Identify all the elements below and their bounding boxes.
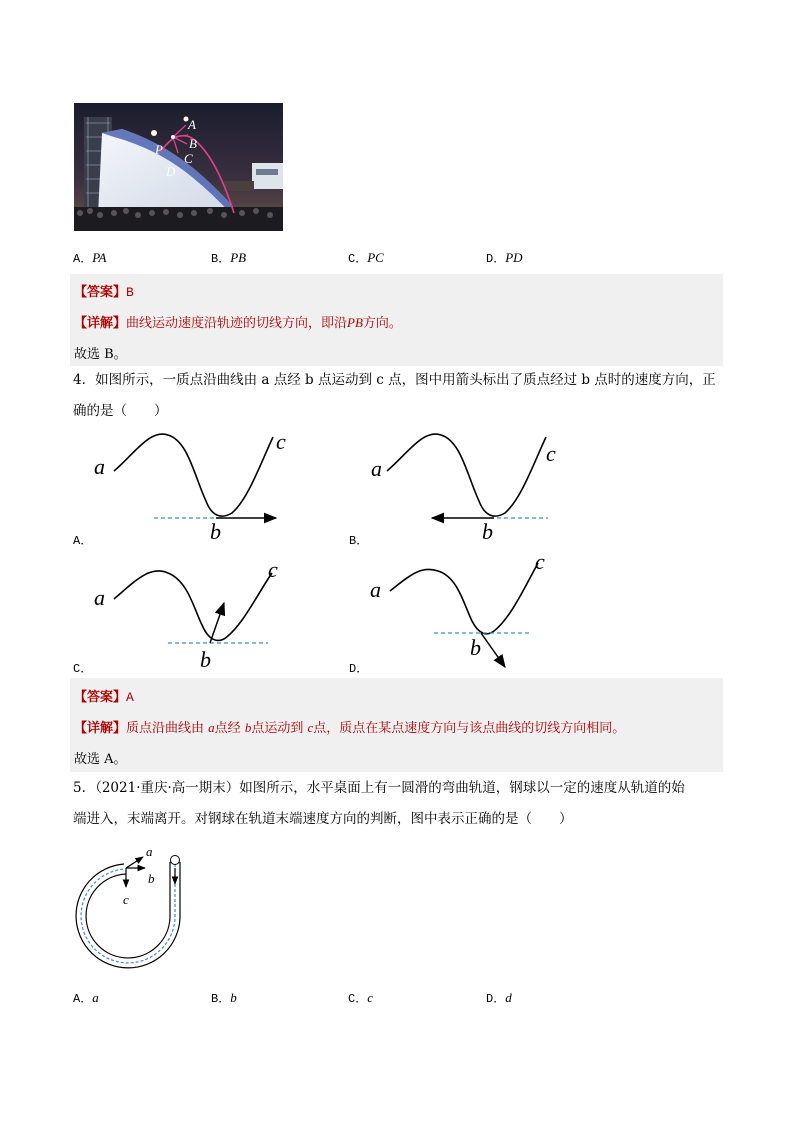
q5-stem-line1: 5．（2021·重庆·高一期末）如图所示，水平桌面上有一圆滑的弯曲轨道，钢球以一定的速度从轨道的始 [73,780,685,796]
q3-detail-line: 【详解】曲线运动速度沿轨迹的切线方向，即沿PB方向。 [74,315,402,331]
q5-option-a[interactable]: A．a [73,990,99,1006]
q4-figure-b[interactable] [387,434,548,518]
q5-option-d[interactable]: D．d [486,990,512,1006]
q3-option-a[interactable]: A．PA [73,250,107,266]
fig-c-label-a: a [94,585,105,610]
q5-option-b[interactable]: B．b [211,990,237,1006]
photo-label-a: A [188,117,196,132]
fig-b-label-a: a [371,456,382,481]
fig-c-label-b: b [200,647,211,672]
fig-a-label-a: a [94,454,105,479]
q4-figures [70,425,590,680]
ski-jump-photo [74,103,283,231]
q4-answer-box [70,678,723,772]
q4-option-c[interactable]: C． [73,662,93,676]
track-label-b: b [148,871,155,886]
track-label-a: a [146,844,153,859]
q4-option-a[interactable]: A． [73,534,93,548]
fig-a-label-c: c [276,429,286,454]
q4-stem-line1: 4．如图所示，一质点沿曲线由 a 点经 b 点运动到 c 点，图中用箭头标出了质点经过 b 点时的速度方向，正 [73,372,716,388]
q5-track-figure [70,842,200,974]
fig-d-label-c: c [535,549,545,574]
q5-option-c[interactable]: C．c [348,990,373,1006]
q4-option-b[interactable]: B． [349,534,369,548]
fig-b-label-b: b [482,519,493,544]
photo-label-d: D [166,164,176,179]
q4-answer-line: 【答案】A [74,690,134,705]
q4-stem-line2: 确的是（ ） [73,403,168,419]
q3-answer-box [70,274,723,366]
photo-label-b: B [189,136,197,151]
q4-option-d[interactable]: D． [349,662,369,676]
fig-b-label-c: c [546,441,556,466]
q4-figure-c[interactable] [114,571,272,643]
track-label-c: c [123,892,129,907]
q4-figure-d[interactable] [390,563,538,667]
q4-detail-line: 【详解】质点沿曲线由 a点经 b点运动到 c点，质点在某点速度方向与该点曲线的切线方向相同。 [74,720,626,736]
fig-d-label-b: b [470,635,481,660]
q3-option-d[interactable]: D．PD [486,250,523,266]
q3-answer-line: 【答案】B [74,285,134,300]
q3-conclusion: 故选 B。 [74,347,127,362]
q3-option-c[interactable]: C．PC [348,250,384,266]
q5-stem-line2: 端进入，末端离开。对钢球在轨道末端速度方向的判断，图中表示正确的是（ ） [73,811,573,827]
q4-conclusion: 故选 A。 [74,752,127,767]
photo-label-p: P [155,142,163,157]
fig-c-label-c: c [268,557,278,582]
photo-label-c: C [184,151,193,166]
fig-a-label-b: b [210,519,221,544]
fig-d-label-a: a [370,577,381,602]
q4-figure-a[interactable] [114,434,276,518]
q3-option-b[interactable]: B．PB [211,250,247,266]
